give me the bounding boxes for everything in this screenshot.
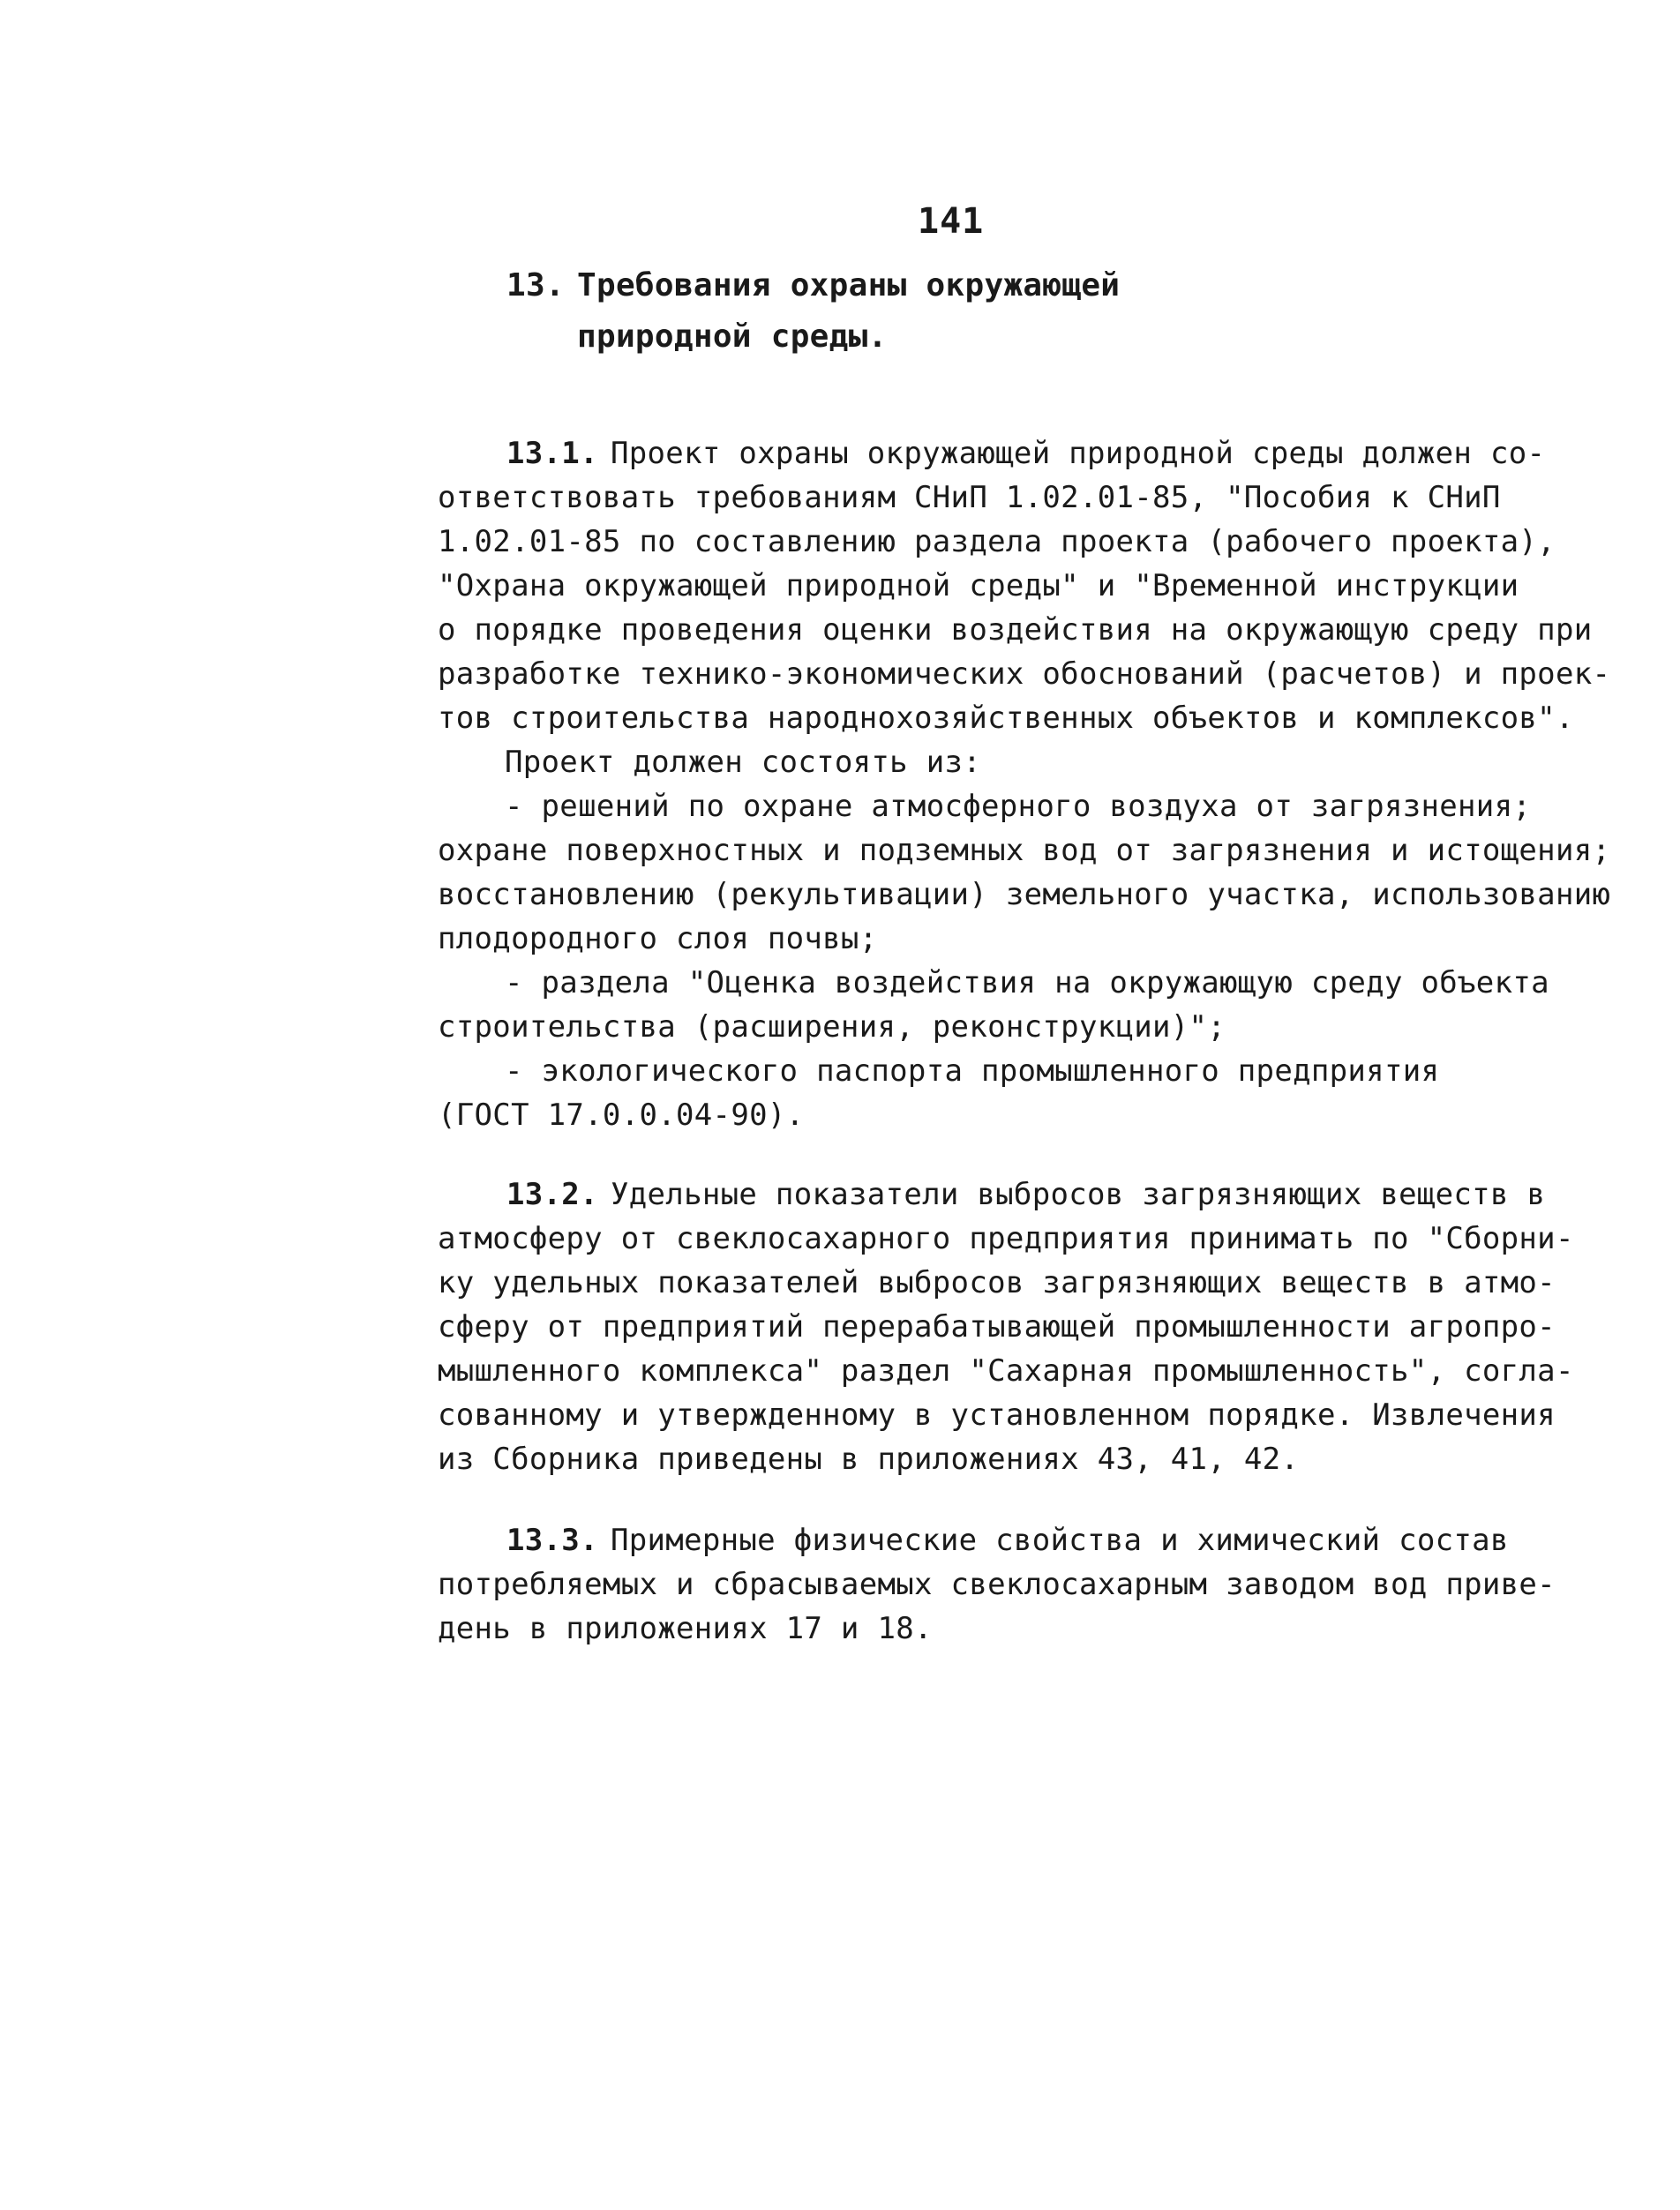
section-title-line-1: Требования охраны окружающей: [577, 267, 1121, 303]
paragraph-13-1-line: 1.02.01-85 по составлению раздела проекта (рабочего проекта),: [438, 524, 1556, 559]
list-item-line: восстановлению (рекультивации) земельного участка, использованию: [438, 877, 1611, 912]
paragraph-13-2-line: ку удельных показателей выбросов загрязняющих веществ в атмо-: [438, 1265, 1556, 1300]
paragraph-13-1-line: разработке технико-экономических обоснований (расчетов) и проек-: [438, 656, 1611, 692]
paragraph-13-2-line: атмосферу от свеклосахарного предприятия принимать по "Сборни-: [438, 1221, 1574, 1256]
section-number: 13.: [506, 267, 565, 303]
paragraph-13-2-line: из Сборника приведены в приложениях 43, 41, 42.: [438, 1442, 1300, 1477]
paragraph-13-1-line: "Охрана окружающей природной среды" и "Временной инструкции: [438, 568, 1519, 603]
list-item-line: - экологического паспорта промышленного предприятия: [505, 1053, 1440, 1089]
paragraph-13-2-line: мышленного комплекса" раздел "Сахарная промышленность", согла-: [438, 1353, 1574, 1389]
list-item-line: (ГОСТ 17.0.0.04-90).: [438, 1098, 805, 1133]
paragraph-13-3-line: потребляемых и сбрасываемых свеклосахарным заводом вод приве-: [438, 1567, 1556, 1602]
list-intro: Проект должен состоять из:: [505, 745, 982, 780]
paragraph-13-1-line: тов строительства народнохозяйственных объектов и комплексов".: [438, 700, 1574, 736]
paragraph-13-2-line: сованному и утвержденному в установленном порядке. Извлечения: [438, 1397, 1556, 1433]
paragraph-13-1-line: Проект охраны окружающей природной среды должен со-: [611, 436, 1546, 471]
paragraph-13-3-line: Примерные физические свойства и химический состав: [611, 1523, 1509, 1558]
paragraph-13-1-line: ответствовать требованиям СНиП 1.02.01-85, "Пособия к СНиП: [438, 480, 1501, 515]
paragraph-13-1-line: о порядке проведения оценки воздействия на окружающую среду при: [438, 612, 1593, 648]
section-title-line-2: природной среды.: [577, 318, 888, 355]
list-item-line: - решений по охране атмосферного воздуха от загрязнения;: [505, 789, 1532, 824]
list-item-line: - раздела "Оценка воздействия на окружающую среду объекта: [505, 965, 1549, 1000]
list-item-line: охране поверхностных и подземных вод от загрязнения и истощения;: [438, 833, 1611, 868]
list-item-line: строительства (расширения, реконструкции)";: [438, 1009, 1226, 1045]
paragraph-13-3-line: день в приложениях 17 и 18.: [438, 1611, 933, 1646]
paragraph-13-1-number: 13.1.: [506, 436, 598, 471]
paragraph-13-2-number: 13.2.: [506, 1177, 598, 1212]
page-number: 141: [918, 201, 985, 242]
paragraph-13-2-line: сферу от предприятий перерабатывающей промышленности агропро-: [438, 1309, 1556, 1345]
paragraph-13-3-number: 13.3.: [506, 1523, 598, 1558]
paragraph-13-2-line: Удельные показатели выбросов загрязняющих веществ в: [611, 1177, 1546, 1212]
list-item-line: плодородного слоя почвы;: [438, 921, 878, 956]
